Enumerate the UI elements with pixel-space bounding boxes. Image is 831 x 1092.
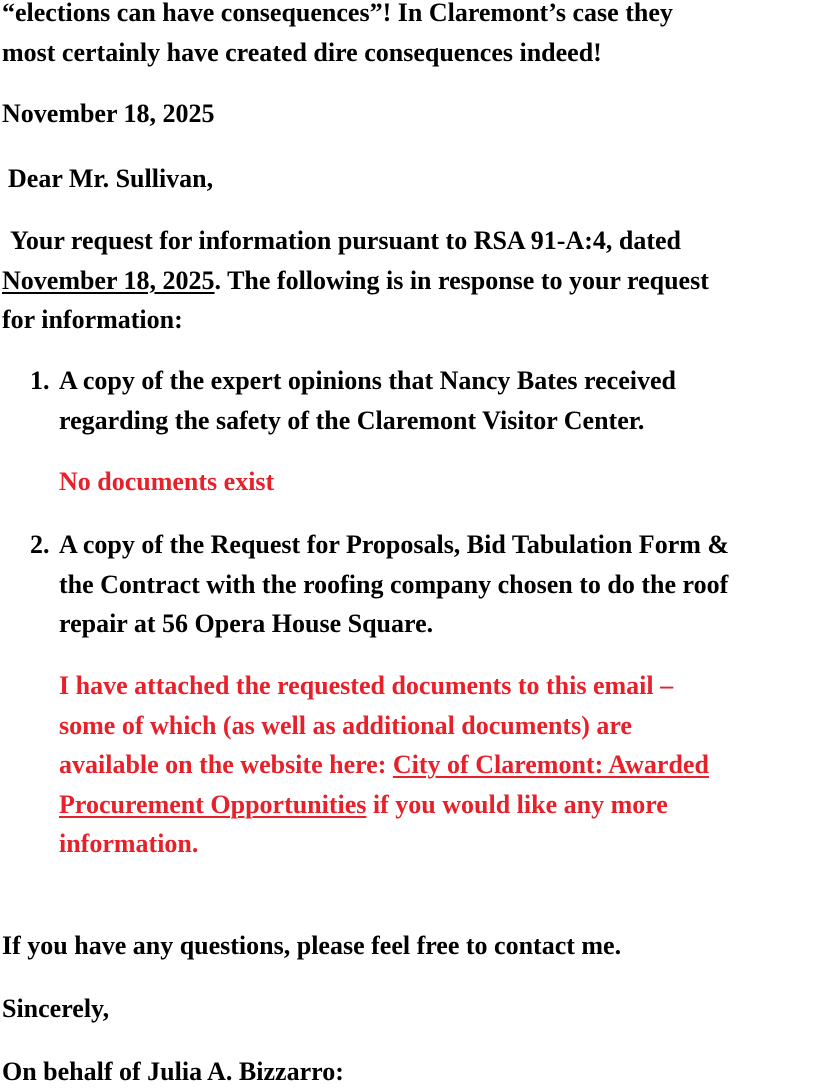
closing-behalf: On behalf of Julia A. Bizzarro:: [2, 1057, 344, 1086]
item-2-response-line-3: [59, 745, 709, 785]
closing-questions: If you have any questions, please feel free to contact me.: [2, 931, 622, 960]
intro-line-2: most certainly have created dire consequences indeed!: [2, 37, 602, 67]
closing-questions-block: [2, 926, 831, 966]
letter-date: November 18, 2025: [2, 99, 215, 128]
response-line-3-prefix: available on the website here:: [59, 750, 393, 779]
item-1-line-2: regarding the safety of the Claremont Visitor Center.: [59, 405, 645, 435]
request-line-1: Your request for information pursuant to RSA 91-A:4, dated: [10, 226, 681, 255]
closing-sincerely-block: [2, 989, 831, 1029]
item-2-line-1: A copy of the Request for Proposals, Bid Tabulation Form &: [59, 530, 730, 559]
request-line-2-rest: . The following is in response to your request: [214, 265, 709, 295]
item-2-response-line-2: some of which (as well as additional documents) are: [59, 710, 632, 740]
closing-behalf-block: [2, 1052, 831, 1092]
intro-line-1: “elections can have consequences”! In Claremont’s case they: [2, 0, 673, 27]
item-2-line-3: repair at 56 Opera House Square.: [59, 609, 434, 638]
request-paragraph: [2, 221, 831, 340]
salutation-block: [8, 159, 831, 199]
item-2-line-2: the Contract with the roofing company chosen to do the roof: [59, 569, 729, 599]
letter-date-block: [2, 94, 831, 134]
list-item-number: 1.: [30, 366, 50, 395]
request-date-underlined: November 18, 2025: [2, 265, 215, 295]
response-line-4-suffix: if you would like any more: [366, 789, 668, 819]
item-2-response-line-1: I have attached the requested documents to this email –: [59, 671, 674, 700]
procurement-link-part-1[interactable]: City of Claremont: Awarded: [392, 750, 709, 779]
closing-sincerely: Sincerely,: [2, 994, 110, 1023]
item-1-line-1: A copy of the expert opinions that Nancy Bates received: [59, 366, 676, 395]
list-item-number: 2.: [30, 530, 50, 559]
item-2-response-line-5: information.: [59, 829, 199, 858]
intro-paragraph: [2, 0, 831, 72]
procurement-link-part-2[interactable]: Procurement Opportunities: [59, 789, 367, 819]
request-line-2: [2, 261, 831, 301]
salutation: Dear Mr. Sullivan,: [8, 164, 214, 193]
request-line-3: for information:: [2, 305, 183, 334]
item-2-response-line-4: [59, 785, 709, 825]
item-1-response: No documents exist: [59, 467, 275, 496]
